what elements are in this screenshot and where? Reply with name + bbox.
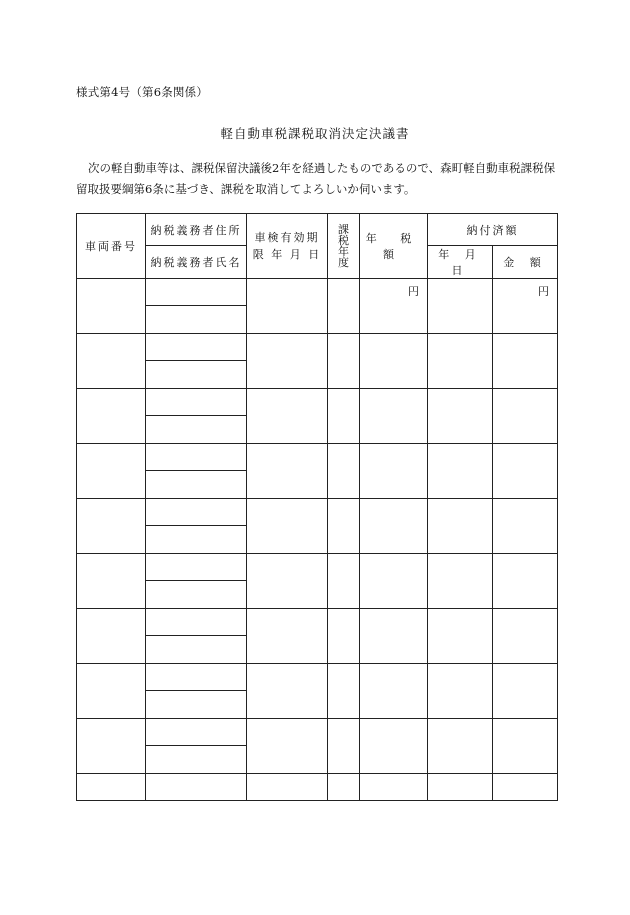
tax-year-cell <box>328 279 360 334</box>
inspection-expiry-cell <box>247 444 328 499</box>
vehicle-number-cell <box>77 609 146 664</box>
taxpayer-address-cell <box>146 334 247 361</box>
vehicle-number-cell <box>77 279 146 334</box>
taxpayer-name-cell <box>146 746 247 774</box>
tax-year-cell <box>328 774 360 801</box>
annual-tax-cell <box>360 389 428 444</box>
header-taxpayer-name: 納税義務者氏名 <box>146 246 247 279</box>
taxpayer-address-cell <box>146 664 247 691</box>
header-taxpayer-address: 納税義務者住所 <box>146 214 247 246</box>
annual-tax-cell <box>360 499 428 554</box>
paid-date-cell <box>428 719 493 774</box>
vehicle-number-cell <box>77 719 146 774</box>
annual-tax-cell: 円 <box>360 279 428 334</box>
header-annual-tax: 年 税 額 <box>360 214 428 279</box>
annual-tax-cell <box>360 719 428 774</box>
taxpayer-name-cell <box>146 581 247 609</box>
tax-year-cell <box>328 444 360 499</box>
paid-sum-cell <box>493 719 558 774</box>
taxpayer-address-cell <box>146 389 247 416</box>
taxpayer-name-cell <box>146 416 247 444</box>
inspection-expiry-cell <box>247 664 328 719</box>
tax-year-cell <box>328 389 360 444</box>
tax-year-cell <box>328 499 360 554</box>
annual-tax-cell <box>360 554 428 609</box>
taxpayer-address-cell <box>146 719 247 746</box>
paid-sum-cell <box>493 664 558 719</box>
taxpayer-name-cell <box>146 526 247 554</box>
annual-tax-cell <box>360 334 428 389</box>
inspection-expiry-cell <box>247 499 328 554</box>
paid-sum-cell <box>493 554 558 609</box>
taxpayer-address-cell <box>146 444 247 471</box>
header-paid-sum: 金 額 <box>493 246 558 279</box>
paid-sum-cell <box>493 499 558 554</box>
header-tax-year-char: 課 <box>338 223 349 236</box>
header-paid-date: 年 月 日 <box>428 246 493 279</box>
taxpayer-address-cell <box>146 609 247 636</box>
paid-date-cell <box>428 389 493 444</box>
tax-year-cell <box>328 334 360 389</box>
vehicle-number-cell <box>77 389 146 444</box>
annual-tax-cell <box>360 609 428 664</box>
taxpayer-address-cell <box>146 774 247 801</box>
header-tax-year-char: 税 <box>338 234 349 247</box>
paid-sum-cell <box>493 334 558 389</box>
taxpayer-address-cell <box>146 554 247 581</box>
paid-sum-cell <box>493 774 558 801</box>
vehicle-number-cell <box>77 774 146 801</box>
annual-tax-cell <box>360 664 428 719</box>
paid-date-cell <box>428 279 493 334</box>
tax-year-cell <box>328 719 360 774</box>
document-title: 軽自動車税課税取消決定決議書 <box>220 126 410 141</box>
paid-date-cell <box>428 499 493 554</box>
paid-sum-cell: 円 <box>493 279 558 334</box>
taxpayer-name-cell <box>146 361 247 389</box>
header-tax-year-char: 度 <box>338 256 349 269</box>
header-paid-amount: 納付済額 <box>428 214 558 246</box>
paid-date-cell <box>428 444 493 499</box>
paid-date-cell <box>428 554 493 609</box>
annual-tax-cell <box>360 444 428 499</box>
paid-date-cell <box>428 334 493 389</box>
taxpayer-address-cell <box>146 499 247 526</box>
header-inspection-expiry <box>247 214 328 279</box>
taxpayer-name-cell <box>146 471 247 499</box>
form-number: 様式第4号（第6条関係） <box>76 85 209 99</box>
taxpayer-address-cell <box>146 279 247 306</box>
cancellation-table <box>76 213 558 801</box>
taxpayer-name-cell <box>146 636 247 664</box>
intro-paragraph: 次の軽自動車等は、課税保留決議後2年を経過したものであるので、森町軽自動車税課税保留取扱要綱第6条に基づき、課税を取消してよろしいか伺います。 <box>76 161 556 196</box>
taxpayer-name-cell <box>146 306 247 334</box>
paid-date-cell <box>428 609 493 664</box>
inspection-expiry-cell <box>247 334 328 389</box>
inspection-expiry-cell <box>247 389 328 444</box>
paid-sum-cell <box>493 444 558 499</box>
vehicle-number-cell <box>77 554 146 609</box>
paid-date-cell <box>428 664 493 719</box>
vehicle-number-cell <box>77 334 146 389</box>
vehicle-number-cell <box>77 664 146 719</box>
paid-date-cell <box>428 774 493 801</box>
inspection-expiry-cell <box>247 279 328 334</box>
vehicle-number-cell <box>77 444 146 499</box>
annual-tax-cell <box>360 774 428 801</box>
tax-year-cell <box>328 609 360 664</box>
header-inspection-expiry-line2: 限 年 月 日 <box>252 248 322 261</box>
header-inspection-expiry-line1: 車検有効期 <box>254 231 320 244</box>
inspection-expiry-cell <box>247 609 328 664</box>
header-vehicle-number: 車両番号 <box>77 214 146 279</box>
inspection-expiry-cell <box>247 719 328 774</box>
tax-year-cell <box>328 554 360 609</box>
header-tax-year-char: 年 <box>338 245 349 258</box>
inspection-expiry-cell <box>247 774 328 801</box>
tax-year-cell <box>328 664 360 719</box>
paid-sum-cell <box>493 389 558 444</box>
vehicle-number-cell <box>77 499 146 554</box>
header-tax-year <box>328 214 360 279</box>
taxpayer-name-cell <box>146 691 247 719</box>
paid-sum-cell <box>493 609 558 664</box>
inspection-expiry-cell <box>247 554 328 609</box>
